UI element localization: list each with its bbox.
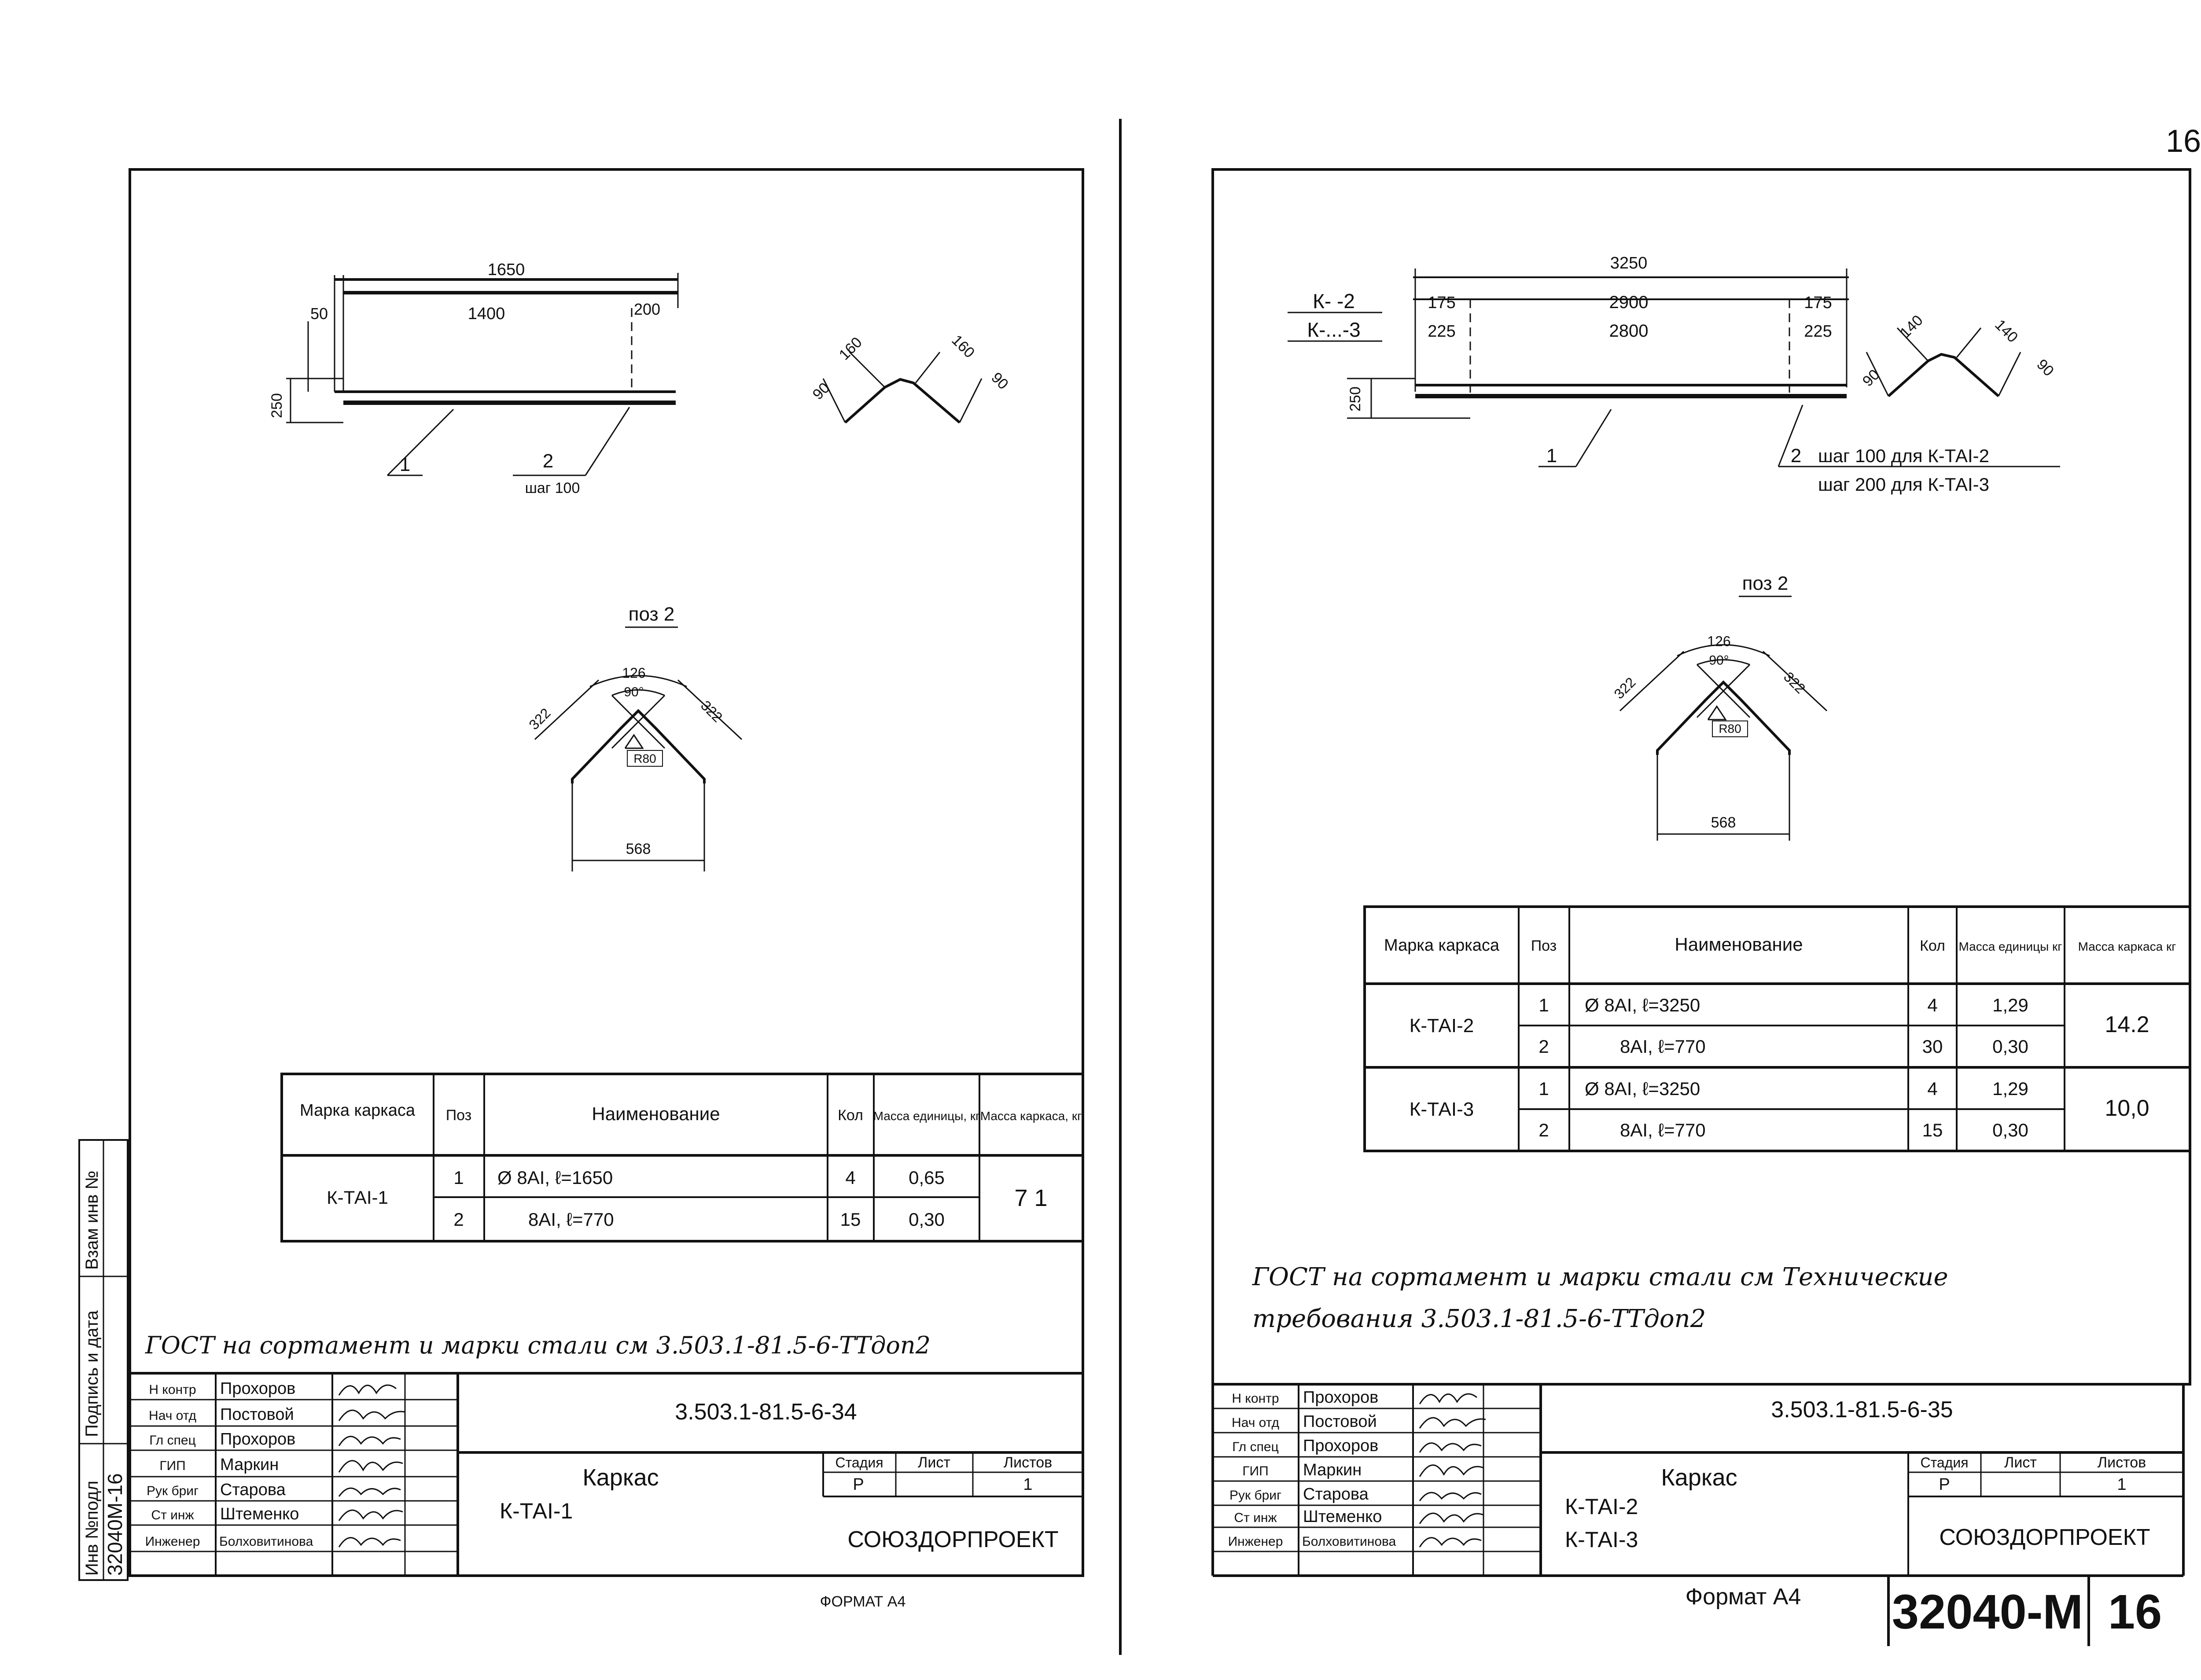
- stamp-role: ГИП: [159, 1459, 186, 1473]
- callout-2: 2: [1790, 445, 1802, 467]
- pos-dim-top: 126: [1707, 633, 1731, 649]
- table-pos: 1: [453, 1167, 464, 1188]
- pos-dim-radius: R80: [1719, 722, 1741, 735]
- stamp-mark: К-ТАI-1: [500, 1499, 573, 1523]
- stamp-role: Ст инж: [1234, 1511, 1277, 1525]
- note-text-line2: требования 3.503.1-81.5-6-ТТдоп2: [1252, 1305, 1706, 1333]
- cross-section: [1866, 328, 2021, 396]
- callout-1: 1: [1546, 445, 1557, 467]
- stamp-name: Старова: [220, 1481, 286, 1499]
- format-label: Формат А4: [1685, 1584, 1801, 1610]
- stamp-doc-code: 3.503.1-81.5-6-35: [1771, 1397, 1953, 1423]
- table-pos: 2: [1538, 1120, 1549, 1140]
- margin-label-replace: Взам инв №: [82, 1170, 102, 1270]
- stamp-name: Прохоров: [220, 1430, 296, 1448]
- table-header-unit-mass: Масса единицы, кг: [873, 1109, 980, 1123]
- stamp-sheets: 1: [2117, 1475, 2127, 1494]
- section-dim-d: 90: [2033, 356, 2057, 380]
- table-qty: 15: [1922, 1120, 1943, 1140]
- dim-height: 250: [269, 393, 285, 418]
- note-text: ГОСТ на сортамент и марки стали см Технические: [1252, 1263, 1948, 1291]
- section-dim-b: 160: [835, 334, 865, 364]
- stamp-name: Болховитинова: [1302, 1534, 1396, 1549]
- page-number: 16: [2165, 124, 2201, 159]
- stamp-role: Н контр: [149, 1382, 196, 1397]
- stamp-role: Ст инж: [151, 1508, 194, 1522]
- table-header-cage-mass: Масса каркаса кг: [2078, 940, 2176, 953]
- cage-elevation: [1288, 268, 2060, 467]
- stamp-sheets-label: Листов: [1003, 1454, 1053, 1471]
- sheet-frame: [130, 169, 1083, 1576]
- pos-dim-left: 322: [526, 705, 554, 733]
- stamp-name: Постовой: [220, 1405, 294, 1424]
- stamp-role: Рук бриг: [1229, 1488, 1282, 1503]
- table-name: Ø 8АI, ℓ=1650: [497, 1167, 613, 1188]
- dim-right-b: 225: [1804, 322, 1832, 341]
- dim-middle: 1400: [467, 305, 505, 323]
- stamp-sheet-label: Лист: [2004, 1454, 2037, 1471]
- table-unit-mass: 0,30: [1992, 1120, 2028, 1140]
- table-qty: 30: [1922, 1036, 1943, 1057]
- table-name: Ø 8АI, ℓ=3250: [1585, 1078, 1700, 1099]
- pos-dim-right: 322: [698, 697, 726, 725]
- stamp-name: Прохоров: [1303, 1388, 1379, 1407]
- dim-right: 200: [633, 300, 661, 318]
- table-header-pos: Поз: [445, 1107, 472, 1124]
- stamp-sheet-label: Лист: [918, 1454, 950, 1471]
- table-mark: К-ТАI-3: [1409, 1099, 1474, 1120]
- margin-label-inv: Инв №подл: [82, 1481, 102, 1576]
- table-header-qty: Кол: [1920, 937, 1945, 954]
- table-name: Ø 8АI, ℓ=3250: [1585, 995, 1700, 1015]
- table-qty: 4: [1927, 995, 1938, 1015]
- table-header-qty: Кол: [838, 1107, 863, 1124]
- dim-middle-b: 2800: [1609, 321, 1649, 341]
- dim-right: 175: [1804, 294, 1832, 312]
- stamp-role: Нач отд: [149, 1408, 196, 1423]
- pos-title: поз 2: [628, 603, 675, 625]
- format-label: ФОРМАТ А4: [820, 1593, 906, 1610]
- stamp-org: СОЮЗДОРПРОЕКТ: [1939, 1525, 2150, 1550]
- step-text: шаг 100 для К-ТАI-2: [1818, 445, 1989, 466]
- step-text-b: шаг 200 для К-ТАI-3: [1818, 474, 1989, 495]
- table-header-mark: Марка каркаса: [1384, 936, 1499, 955]
- table-cage-mass: 10,0: [2105, 1095, 2149, 1121]
- pos-dim-bottom: 568: [1711, 814, 1736, 831]
- stamp-role: Инженер: [1228, 1534, 1283, 1549]
- pos-dim-angle: 90°: [1709, 653, 1729, 668]
- step-text: шаг 100: [525, 480, 580, 496]
- table-pos: 1: [1538, 995, 1549, 1015]
- stamp-stage-label: Стадия: [1920, 1455, 1969, 1470]
- table-qty: 4: [1927, 1078, 1938, 1099]
- stamp-role: Гл спец: [149, 1433, 196, 1448]
- table-mark: К-ТАI-2: [1409, 1015, 1474, 1037]
- dim-total: 3250: [1610, 254, 1648, 272]
- stamp-name: Старова: [1303, 1485, 1369, 1504]
- table-header-name: Наименование: [1675, 934, 1803, 955]
- dim-middle: 2900: [1609, 293, 1649, 312]
- margin-label-sign: Подпись и дата: [82, 1310, 102, 1437]
- stamp-role: Инженер: [145, 1534, 200, 1549]
- footer-code: 32040-M: [1892, 1585, 2083, 1639]
- table-unit-mass: 1,29: [1992, 1078, 2028, 1099]
- stamp-doc-code: 3.503.1-81.5-6-34: [675, 1399, 857, 1425]
- table-pos: 2: [1538, 1036, 1549, 1057]
- section-dim-a: 90: [1859, 366, 1883, 390]
- section-dim-c: 140: [1991, 316, 2021, 346]
- dim-left-b: 225: [1428, 322, 1456, 341]
- stamp-stage: Р: [1939, 1475, 1950, 1494]
- section-dim-a: 90: [809, 379, 833, 403]
- stamp-role: Рук бриг: [146, 1484, 199, 1498]
- stamp-name: Прохоров: [1303, 1437, 1379, 1455]
- sheet-frame: [1213, 169, 2190, 1384]
- stamp-mark: К-ТАI-3: [1565, 1527, 1638, 1552]
- table-unit-mass: 0,30: [909, 1209, 945, 1230]
- pos-dim-bottom: 568: [626, 841, 651, 857]
- section-dim-b: 140: [1896, 312, 1926, 342]
- callout-1: 1: [399, 454, 411, 475]
- pos-dim-left: 322: [1611, 674, 1639, 702]
- dim-total: 1650: [487, 261, 525, 279]
- stamp-title: Каркас: [582, 1464, 659, 1491]
- spec-table: [282, 1074, 1083, 1241]
- stamp-name: Штеменко: [1303, 1507, 1382, 1526]
- stamp-role: Нач отд: [1232, 1415, 1279, 1430]
- sheet-left: [130, 169, 1083, 1610]
- callout-2: 2: [542, 450, 554, 472]
- table-header-cage-mass: Масса каркаса, кг: [980, 1109, 1082, 1123]
- stamp-name: Постовой: [1303, 1412, 1377, 1431]
- stamp-role: ГИП: [1242, 1464, 1269, 1478]
- prefix-a: К- -2: [1313, 290, 1355, 312]
- margin-strip: [79, 1140, 128, 1580]
- table-header-unit-mass: Масса единицы кг: [1958, 940, 2062, 953]
- table-unit-mass: 0,65: [909, 1167, 945, 1188]
- stamp-role: Н контр: [1232, 1391, 1279, 1406]
- pos-dim-angle: 90°: [624, 685, 644, 699]
- stamp-sheets: 1: [1023, 1475, 1033, 1494]
- section-dim-d: 90: [988, 369, 1012, 393]
- table-pos: 2: [453, 1209, 464, 1230]
- table-name: 8АI, ℓ=770: [528, 1209, 614, 1230]
- table-qty: 15: [840, 1209, 861, 1230]
- table-name: 8АI, ℓ=770: [1620, 1120, 1706, 1140]
- stamp-name: Маркин: [220, 1456, 279, 1474]
- stamp-name: Маркин: [1303, 1461, 1362, 1479]
- table-cage-mass: 7 1: [1014, 1185, 1048, 1211]
- stamp-mark: К-ТАI-2: [1565, 1494, 1638, 1519]
- table-name: 8АI, ℓ=770: [1620, 1036, 1706, 1057]
- margin-archive-number: 32040М-16: [103, 1473, 126, 1576]
- table-header-name: Наименование: [592, 1103, 720, 1124]
- table-pos: 1: [1538, 1078, 1549, 1099]
- table-cage-mass: 14.2: [2105, 1012, 2149, 1037]
- table-qty: 4: [845, 1167, 856, 1188]
- stamp-title: Каркас: [1661, 1464, 1737, 1491]
- prefix-b: К-...-3: [1307, 318, 1361, 341]
- pos-dim-right: 322: [1781, 669, 1809, 697]
- note-text: ГОСТ на сортамент и марки стали см 3.503.1-81.5-6-ТТдоп2: [145, 1331, 931, 1359]
- stamp-org: СОЮЗДОРПРОЕКТ: [847, 1527, 1059, 1552]
- section-dim-c: 160: [948, 331, 978, 361]
- stamp-stage-label: Стадия: [835, 1455, 883, 1470]
- dim-left: 50: [310, 305, 328, 323]
- table-header-pos: Поз: [1531, 937, 1557, 954]
- table-mark: К-ТАI-1: [327, 1187, 388, 1208]
- stamp-role: Гл спец: [1232, 1440, 1279, 1454]
- table-header-mark: Марка каркаса: [300, 1101, 415, 1120]
- pos-dim-top: 126: [622, 665, 646, 681]
- sheet-right: [1213, 169, 2190, 1610]
- stamp-name: Прохоров: [220, 1379, 296, 1398]
- footer-page: 16: [2108, 1585, 2162, 1639]
- stamp-name: Болховитинова: [219, 1534, 313, 1549]
- dim-height: 250: [1347, 386, 1364, 412]
- table-unit-mass: 1,29: [1992, 995, 2028, 1015]
- dim-left: 175: [1428, 294, 1456, 312]
- pos-title: поз 2: [1742, 573, 1789, 594]
- stamp-stage: Р: [853, 1475, 864, 1494]
- stamp-name: Штеменко: [220, 1505, 299, 1523]
- pos-dim-radius: R80: [633, 752, 656, 765]
- stamp-sheets-label: Листов: [2097, 1454, 2146, 1471]
- table-unit-mass: 0,30: [1992, 1036, 2028, 1057]
- cage-elevation: [286, 273, 678, 475]
